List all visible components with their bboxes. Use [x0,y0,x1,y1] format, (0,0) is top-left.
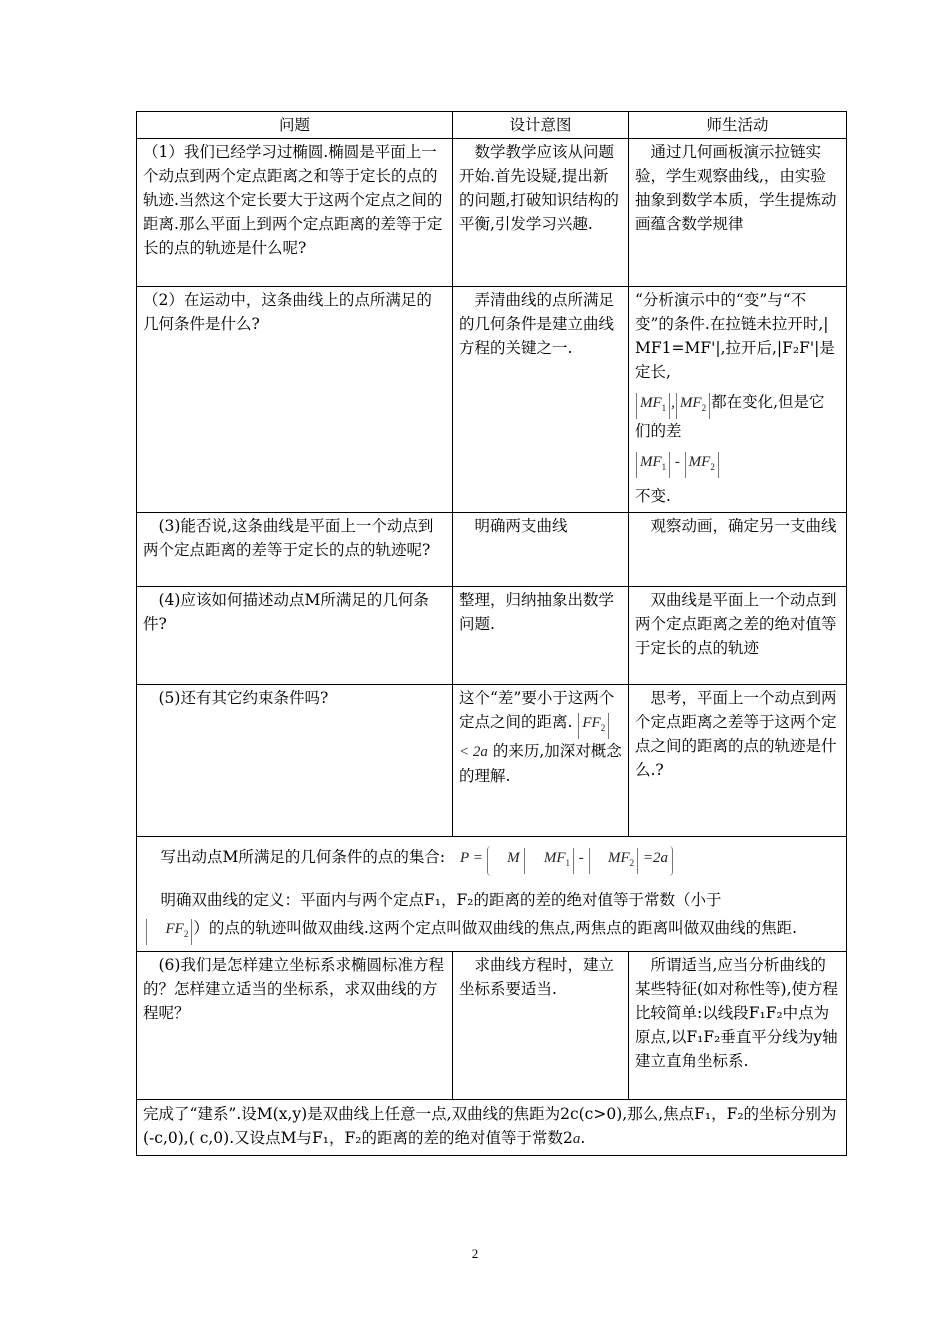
formula-term: $MF_2$ [676,393,710,419]
table-row-merged [137,837,847,952]
activity-cell: 观察动画，确定另一支曲线 [629,513,847,587]
question-cell: （2）在运动中，这条曲线上的点所满足的几何条件是什么? [137,287,453,513]
set-formula: P [460,850,469,866]
intent-cell: 弄清曲线的点所满足的几何条件是建立曲线方程的关键之一. [453,287,629,513]
definition-text [145,886,838,945]
question-cell: (6)我们是怎样建立坐标系求椭圆标准方程的？怎样建立适当的坐标系，求双曲线的方程呢？ [137,952,453,1100]
formula-ff2: $FF_2$ [578,713,609,739]
intent-cell: 数学教学应该从问题开始.首先设疑,提出新的问题,打破知识结构的平衡,引发学习兴趣. [453,139,629,287]
set-statement-text: 写出动点M所满足的几何条件的点的集合: [160,848,446,866]
activity-cell: 所谓适当,应当分析曲线的某些特征(如对称性等),使方程比较简单:以线段F₁F₂中点为原点,以F₁F₂垂直平分线为y轴建立直角坐标系. [629,952,847,1100]
intent-text: 的来历,加深对概念的理解. [459,742,622,785]
set-statement: 写出动点M所满足的几何条件的点的集合: P = M $MF_1 - MF_2 =2a$ [145,843,838,876]
activity-text: 都在变化,但是它们的差 [635,393,825,440]
question-cell: (3)能否说,这条曲线是平面上一个动点到两个定点距离的差等于定长的点的轨迹呢? [137,513,453,587]
formula-ff2: $FF_2$ [146,919,192,945]
question-cell: （1）我们已经学习过椭圆.椭圆是平面上一个动点到两个定点距离之和等于定长的点的轨迹.当然这个定长要大于这两个定点之间的距离.那么平面上到两个定点距离的差等于定长的点的轨迹是什么呢? [137,139,453,287]
closing-cell [137,1100,847,1156]
closing-text: 完成了“建系”.设M(x,y)是双曲线上任意一点,双曲线的焦距为2c(c>0),那么,焦点F₁，F₂的坐标分别为(-c,0),( c,0).又设点M与F₁，F₂的距离的差的绝对值等于常数2 [143,1105,837,1147]
definition-cell [137,837,847,952]
activity-text: 不变. [635,487,671,505]
definition-part: ）的点的轨迹叫做双曲线.这两个定点叫做双曲线的焦点,两焦点的距离叫做双曲线的焦距. [193,919,798,937]
intent-text: 这个“差”要小于这两个定点之间的距离. [459,689,615,731]
formula-mf1-mf2: $MF_1$ , $MF_2$ 都在变化,但是它们的差 [635,393,825,440]
header-question: 问题 [137,112,453,139]
definition-part: 明确双曲线的定义：平面内与两个定点F₁，F₂的距离的差的绝对值等于常数（小于 [160,891,722,909]
formula-difference: $MF_1 - MF_2$ [635,449,840,478]
header-design-intent: 设计意图 [453,112,629,139]
table-row [137,952,847,1100]
activity-cell: 通过几何画板演示拉链实验，学生观察曲线,，由实验抽象到数学本质，学生提炼动画蕴含数学规律 [629,139,847,287]
formula-term: $MF_1$ [636,393,670,419]
intent-cell: 求曲线方程时，建立坐标系要适当. [453,952,629,1100]
formula-term: $MF_2$ [685,452,719,478]
table-row [137,139,847,287]
intent-cell: 这个“差”要小于这两个定点之间的距离. $FF_2 < 2a$ 的来历,加深对概念的理解. [453,685,629,837]
table-row [137,685,847,837]
question-cell: (4)应该如何描述动点M所满足的几何条件? [137,587,453,685]
closing-var: a [572,1131,581,1147]
table-row [137,287,847,513]
closing-end: . [580,1129,586,1147]
table-row [137,513,847,587]
activity-cell [629,287,847,513]
activity-cell: 思考，平面上一个动点到两个定点距离之差等于这两个定点之间的距离的点的轨迹是什么.? [629,685,847,837]
set-brace: M $MF_1 - MF_2 =2a$ [487,846,673,876]
question-cell: (5)还有其它约束条件吗? [137,685,453,837]
table-row-merged [137,1100,847,1156]
table-row [137,587,847,685]
table-header-row [137,112,847,139]
page-number: 2 [471,1246,479,1261]
formula-term: $MF_1$ [636,452,670,478]
intent-cell: 明确两支曲线 [453,513,629,587]
intent-cell: 整理，归纳抽象出数学问题. [453,587,629,685]
header-activity: 师生活动 [629,112,847,139]
activity-text: “分析演示中的“变”与“不变”的条件.在拉链未拉开时,|MF1=MF'|,拉开后,|F₂F'|是定长, [635,291,835,381]
lesson-table [136,111,847,1156]
activity-cell: 双曲线是平面上一个动点到两个定点距离之差的绝对值等于定长的点的轨迹 [629,587,847,685]
